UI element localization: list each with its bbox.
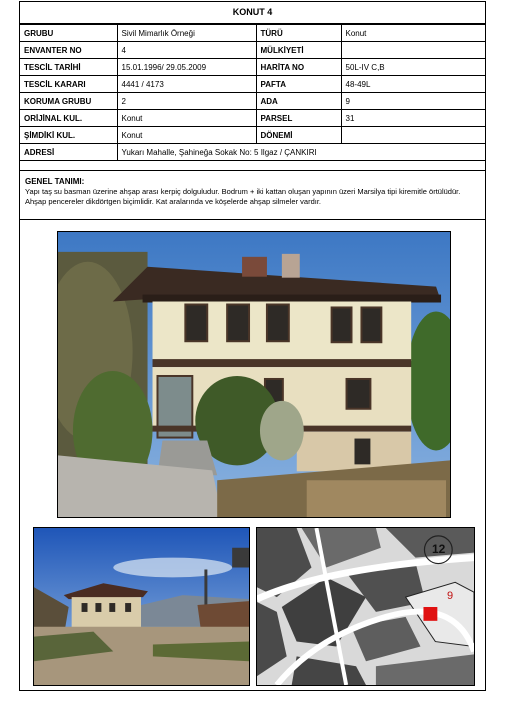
label-parsel: PARSEL <box>256 110 341 127</box>
sheet-title: KONUT 4 <box>20 2 485 24</box>
table-row <box>20 42 485 59</box>
label-tescil-karari: TESCİL KARARI <box>20 76 117 93</box>
value-koruma-grubu: 2 <box>117 93 256 110</box>
table-row <box>20 127 485 144</box>
value-ada: 9 <box>341 93 485 110</box>
label-donemi: DÖNEMİ <box>256 127 341 144</box>
value-parsel: 31 <box>341 110 485 127</box>
value-harita-no: 50L-IV C,B <box>341 59 485 76</box>
value-tescil-tarihi: 15.01.1996/ 29.05.2009 <box>117 59 256 76</box>
plot-marker <box>423 607 437 621</box>
general-text: Yapı taş su basman üzerine ahşap arası kerpiç dolguludur. Bodrum + iki kattan oluşan yapının üzeri Marsilya tipi kiremitle örtülüdür. Ahşap pencereler dikdörtgen biçimlidir. Kat aralarında ve köşelerde ahşap silmeler vardır. <box>25 187 461 206</box>
table-row <box>20 110 485 127</box>
value-pafta: 48-49L <box>341 76 485 93</box>
value-simdiki-kul: Konut <box>117 127 256 144</box>
value-envanter-no: 4 <box>117 42 256 59</box>
label-turu: TÜRÜ <box>256 25 341 42</box>
label-pafta: PAFTA <box>256 76 341 93</box>
inventory-sheet <box>19 1 486 691</box>
value-adresi: Yukarı Mahalle, Şahineğa Sokak No: 5 Ilgaz / ÇANKIRI <box>117 144 485 161</box>
map-sheet-number: 12 <box>432 542 446 556</box>
cadastral-map <box>256 527 475 686</box>
table-row <box>20 144 485 161</box>
label-orijinal-kul: ORİJİNAL KUL. <box>20 110 117 127</box>
label-koruma-grubu: KORUMA GRUBU <box>20 93 117 110</box>
street-view-photo <box>33 527 250 686</box>
table-row <box>20 76 485 93</box>
label-harita-no: HARİTA NO <box>256 59 341 76</box>
value-turu: Konut <box>341 25 485 42</box>
label-simdiki-kul: ŞİMDİKİ KUL. <box>20 127 117 144</box>
label-grubu: GRUBU <box>20 25 117 42</box>
info-table <box>20 24 485 161</box>
value-grubu: Sivil Mimarlık Örneği <box>117 25 256 42</box>
map-plot-number: 9 <box>447 590 454 602</box>
table-row <box>20 25 485 42</box>
label-adresi: ADRESİ <box>20 144 117 161</box>
table-row <box>20 59 485 76</box>
value-mulkiyeti <box>341 42 485 59</box>
label-tescil-tarihi: TESCİL TARİHİ <box>20 59 117 76</box>
value-donemi <box>341 127 485 144</box>
general-heading: GENEL TANIMI: <box>25 177 85 186</box>
table-row <box>20 93 485 110</box>
value-orijinal-kul: Konut <box>117 110 256 127</box>
value-tescil-karari: 4441 / 4173 <box>117 76 256 93</box>
label-mulkiyeti: MÜLKİYETİ <box>256 42 341 59</box>
label-ada: ADA <box>256 93 341 110</box>
main-house-photo <box>57 231 451 518</box>
label-envanter-no: ENVANTER NO <box>20 42 117 59</box>
general-description <box>20 170 485 220</box>
